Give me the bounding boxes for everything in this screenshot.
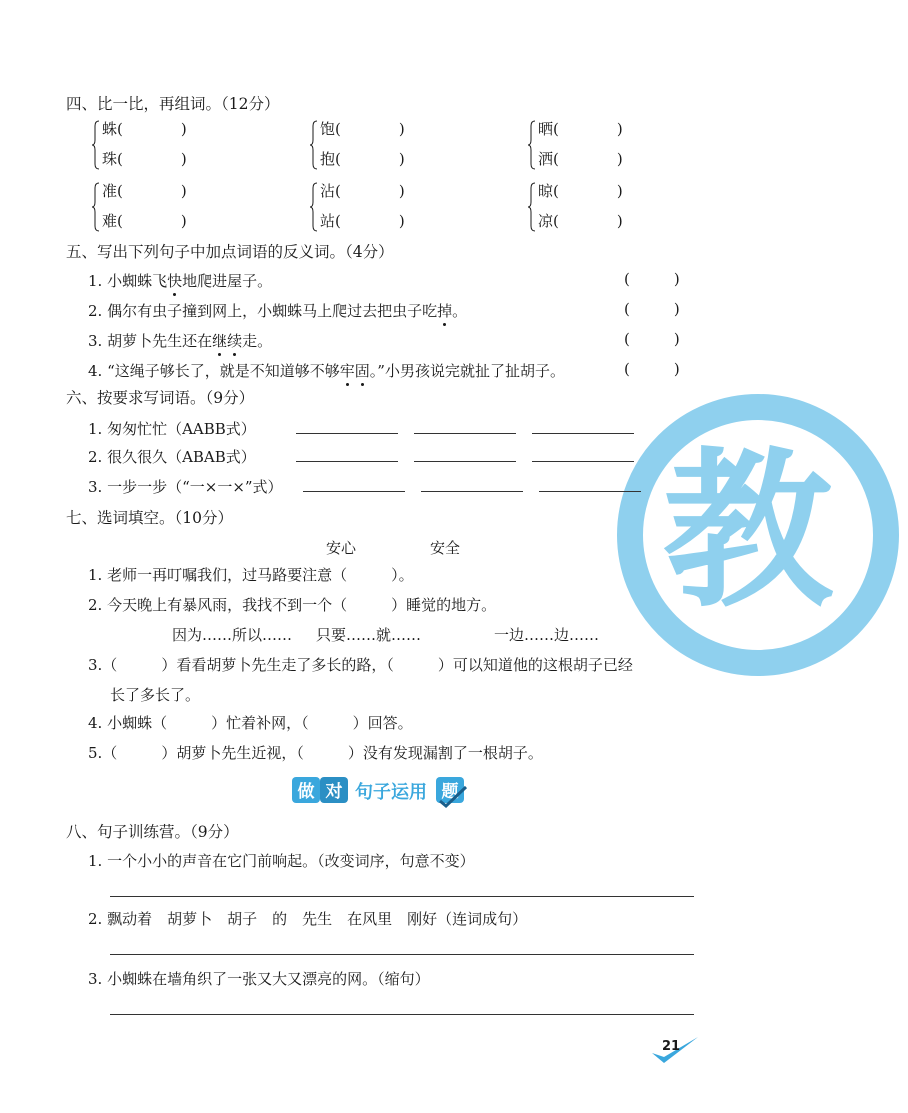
answer-blank[interactable] (296, 447, 398, 462)
open-paren: ( (553, 212, 559, 230)
word-choice: 一边……边…… (494, 626, 600, 644)
section-8-item-3: 3. 小蜘蛛在墙角织了一张又大又漂亮的网。（缩句） (88, 970, 430, 988)
char-pair-row[interactable] (320, 118, 405, 139)
section-6-item-2 (88, 446, 634, 467)
answer-paren[interactable]: ( ) (624, 270, 680, 288)
brace-icon (310, 182, 318, 232)
section-6-item-1 (88, 418, 634, 439)
answer-paren[interactable]: ( ) (624, 360, 680, 378)
char-pair-row[interactable] (320, 210, 405, 231)
open-paren: ( (117, 212, 123, 230)
svg-text:教: 教 (662, 433, 834, 631)
banner-char: 做 (297, 782, 315, 802)
char: 饱 (320, 120, 336, 138)
section-7-title: 七、选词填空。（10分） (66, 509, 233, 527)
open-paren: ( (553, 150, 559, 168)
open-paren: ( (117, 182, 123, 200)
char-pair-row[interactable] (538, 210, 623, 231)
section-5-item: 1. 小蜘蛛飞快地爬进屋子。 (88, 272, 273, 290)
char-pair-row[interactable] (538, 148, 623, 169)
section-8-item-1: 1. 一个小小的声音在它门前响起。（改变词序，句意不变） (88, 852, 475, 870)
open-paren: ( (335, 212, 341, 230)
close-paren: ) (616, 150, 623, 168)
section-7-q5: 5.（ ）胡萝卜先生近视，（ ）没有发现漏割了一根胡子。 (88, 744, 543, 762)
brace-icon (92, 120, 100, 170)
answer-line[interactable] (110, 896, 694, 897)
close-paren: ) (180, 212, 187, 230)
section-5-item: 4. “这绳子够长了，就是不知道够不够牢固。”小男孩说完就扯了扯胡子。 (88, 362, 565, 380)
char-pair-row[interactable] (320, 180, 405, 201)
char: 晒 (538, 120, 554, 138)
char-pair-row[interactable] (320, 148, 405, 169)
answer-line[interactable] (110, 1014, 694, 1015)
open-paren: ( (335, 182, 341, 200)
word-choice: 只要……就…… (316, 626, 422, 644)
section-7-q1: 1. 老师一再叮嘱我们，过马路要注意（ ）。 (88, 566, 414, 584)
sentence-usage-banner (290, 773, 470, 807)
char: 蛛 (102, 120, 118, 138)
char-pair-row[interactable] (538, 118, 623, 139)
char: 凉 (538, 212, 554, 230)
close-paren: ) (398, 120, 405, 138)
close-paren: ) (616, 182, 623, 200)
section-8-item-2: 2. 飘动着 胡萝卜 胡子 的 先生 在风里 刚好（连词成句） (88, 910, 528, 928)
banner-char: 对 (325, 782, 343, 802)
answer-blank[interactable] (296, 419, 398, 434)
char-pair-row[interactable] (538, 180, 623, 201)
char-pair-row[interactable] (102, 118, 187, 139)
word-choice: 安心 (326, 539, 357, 557)
section-7-q3: 3.（ ）看看胡萝卜先生走了多长的路，（ ）可以知道他的这根胡子已经 (88, 656, 633, 674)
word-choice: 因为……所以…… (172, 626, 293, 644)
section-6-item-3 (88, 476, 641, 497)
dotted-word: 继续 (212, 332, 243, 350)
close-paren: ) (180, 120, 187, 138)
page-number: 21 (662, 1039, 681, 1054)
section-7-q2: 2. 今天晚上有暴风雨，我找不到一个（ ）睡觉的地方。 (88, 596, 497, 614)
close-paren: ) (616, 120, 623, 138)
open-paren: ( (335, 150, 341, 168)
banner-text: 句子运用 (355, 782, 427, 803)
char: 难 (102, 212, 118, 230)
open-paren: ( (117, 120, 123, 138)
char: 洒 (538, 150, 554, 168)
answer-paren[interactable]: ( ) (624, 300, 680, 318)
item-label: 1. 匆匆忙忙（AABB式） (88, 420, 256, 438)
banner-char: 题 (441, 782, 459, 802)
answer-blank[interactable] (532, 419, 634, 434)
answer-blank[interactable] (539, 477, 641, 492)
char: 站 (320, 212, 336, 230)
char: 准 (102, 182, 118, 200)
item-label: 3. 一步一步（“一×一×”式） (88, 478, 283, 496)
char: 珠 (102, 150, 118, 168)
section-7-q3-continued: 长了多长了。 (110, 686, 201, 704)
section-7-q4: 4. 小蜘蛛（ ）忙着补网，（ ）回答。 (88, 714, 413, 732)
char: 晾 (538, 182, 554, 200)
section-6-title: 六、按要求写词语。（9分） (66, 389, 255, 407)
answer-blank[interactable] (532, 447, 634, 462)
answer-paren[interactable]: ( ) (624, 330, 680, 348)
char: 沾 (320, 182, 336, 200)
brace-icon (528, 182, 536, 232)
section-5-title: 五、写出下列句子中加点词语的反义词。（4分） (66, 243, 394, 261)
word-choice: 安全 (430, 539, 461, 557)
char-pair-row[interactable] (102, 210, 187, 231)
open-paren: ( (553, 120, 559, 138)
answer-blank[interactable] (414, 447, 516, 462)
answer-blank[interactable] (414, 419, 516, 434)
section-5-item: 2. 偶尔有虫子撞到网上，小蜘蛛马上爬过去把虫子吃掉。 (88, 302, 468, 320)
section-4-title: 四、比一比，再组词。（12分） (66, 95, 280, 113)
open-paren: ( (553, 182, 559, 200)
close-paren: ) (616, 212, 623, 230)
close-paren: ) (180, 150, 187, 168)
dotted-word: 牢固 (339, 362, 370, 380)
brace-icon (310, 120, 318, 170)
dotted-word: 掉 (437, 302, 453, 320)
dotted-word: 快 (167, 272, 183, 290)
answer-blank[interactable] (421, 477, 523, 492)
answer-blank[interactable] (303, 477, 405, 492)
char-pair-row[interactable] (102, 180, 187, 201)
close-paren: ) (398, 182, 405, 200)
brace-icon (92, 182, 100, 232)
char: 抱 (320, 150, 336, 168)
brace-icon (528, 120, 536, 170)
publisher-watermark-seal (608, 385, 908, 685)
char-pair-row[interactable] (102, 148, 187, 169)
page-number-badge (650, 1035, 700, 1065)
close-paren: ) (180, 182, 187, 200)
open-paren: ( (117, 150, 123, 168)
section-8-title: 八、句子训练营。（9分） (66, 823, 239, 841)
section-5-item: 3. 胡萝卜先生还在继续走。 (88, 332, 273, 350)
item-label: 2. 很久很久（ABAB式） (88, 448, 256, 466)
open-paren: ( (335, 120, 341, 138)
close-paren: ) (398, 212, 405, 230)
answer-line[interactable] (110, 954, 694, 955)
close-paren: ) (398, 150, 405, 168)
